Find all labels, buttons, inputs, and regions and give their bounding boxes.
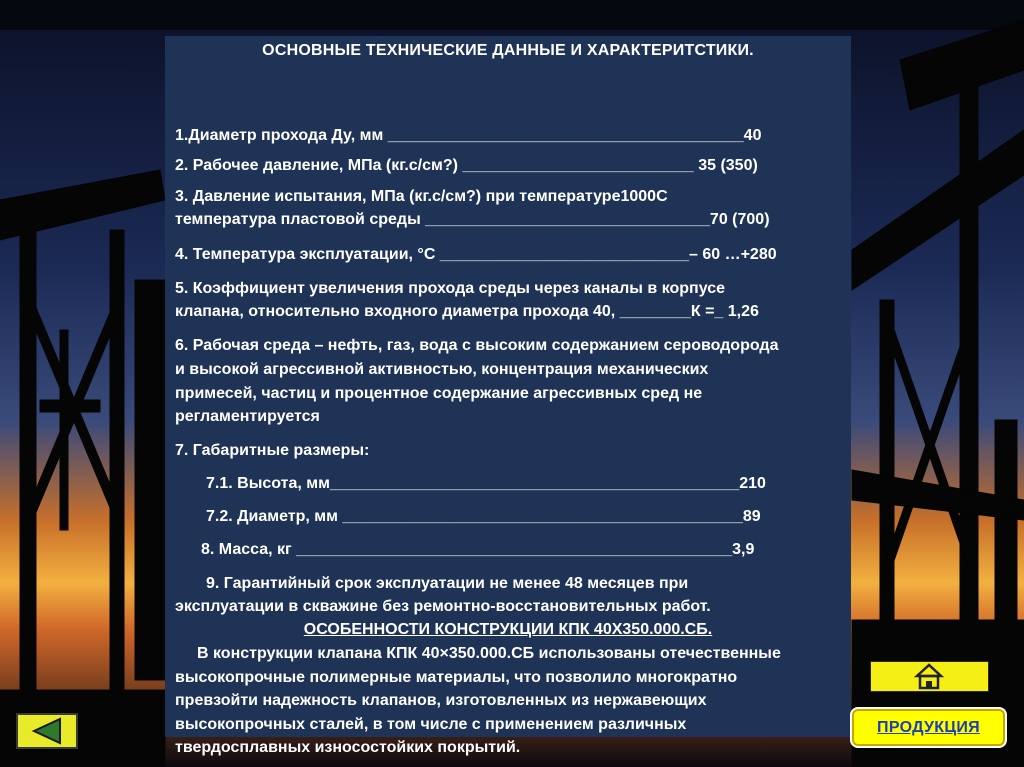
home-button[interactable]: [870, 661, 989, 692]
spec-line: 7. Габаритные размеры:: [175, 442, 370, 459]
spec-line: температура пластовой среды ________________________________70 (700): [175, 211, 770, 228]
body-line: высокопрочных сталей, в том числе с применением различных: [175, 716, 687, 733]
spec-line: 4. Температура эксплуатации, °С ____________________________– 60 …+280: [175, 246, 777, 263]
body-line: В конструкции клапана КПК 40×350.000.СБ использованы отечественные: [197, 645, 781, 662]
spec-line: примесей, частиц и процентное содержание агрессивных сред не: [175, 385, 703, 402]
spec-line: 9. Гарантийный срок эксплуатации не менее 48 месяцев при: [206, 575, 689, 592]
section-heading: ОСОБЕННОСТИ КОНСТРУКЦИИ КПК 40Х350.000.СБ.: [303, 621, 713, 638]
spec-line: 2. Рабочее давление, МПа (кг.с/см?) __________________________ 35 (350): [175, 157, 758, 174]
spec-line: 7.2. Диаметр, мм _____________________________________________89: [206, 508, 761, 525]
back-button[interactable]: [16, 713, 78, 749]
home-icon: [871, 662, 988, 691]
spec-line: 8. Масса, кг _________________________________________________3,9: [201, 541, 755, 558]
content-panel: [165, 36, 851, 756]
spec-line: 1.Диаметр прохода Ду, мм ________________________________________40: [175, 127, 762, 144]
back-arrow-icon: [18, 715, 76, 747]
spec-line: 5. Коэффициент увеличения прохода среды через каналы в корпусе: [175, 280, 725, 297]
page-title: ОСНОВНЫЕ ТЕХНИЧЕСКИЕ ДАННЫЕ И ХАРАКТЕРИТСТИКИ.: [262, 42, 754, 59]
spec-line: регламентируется: [175, 408, 320, 425]
products-label: ПРОДУКЦИЯ: [877, 718, 980, 736]
spec-line: 6. Рабочая среда – нефть, газ, вода с высоким содержанием сероводорода: [175, 337, 779, 354]
spec-line: 3. Давление испытания, МПа (кг.с/см?) при температуре1000С: [175, 188, 668, 205]
spec-line: и высокой агрессивной активностью, концентрация механических: [175, 361, 709, 378]
spec-line: клапана, относительно входного диаметра прохода 40, ________К =_ 1,26: [175, 303, 759, 320]
spec-line: эксплуатации в скважине без ремонтно-восстановительных работ.: [175, 598, 711, 615]
spec-line: 7.1. Высота, мм______________________________________________210: [206, 475, 766, 492]
body-line: высокопрочные полимерные материалы, что позволило многократно: [175, 669, 738, 686]
body-line: твердосплавных износостойких покрытий.: [175, 739, 521, 756]
products-button[interactable]: [850, 707, 1007, 748]
body-line: превзойти надежность клапанов, изготовленных из нержавеющих: [175, 692, 707, 709]
